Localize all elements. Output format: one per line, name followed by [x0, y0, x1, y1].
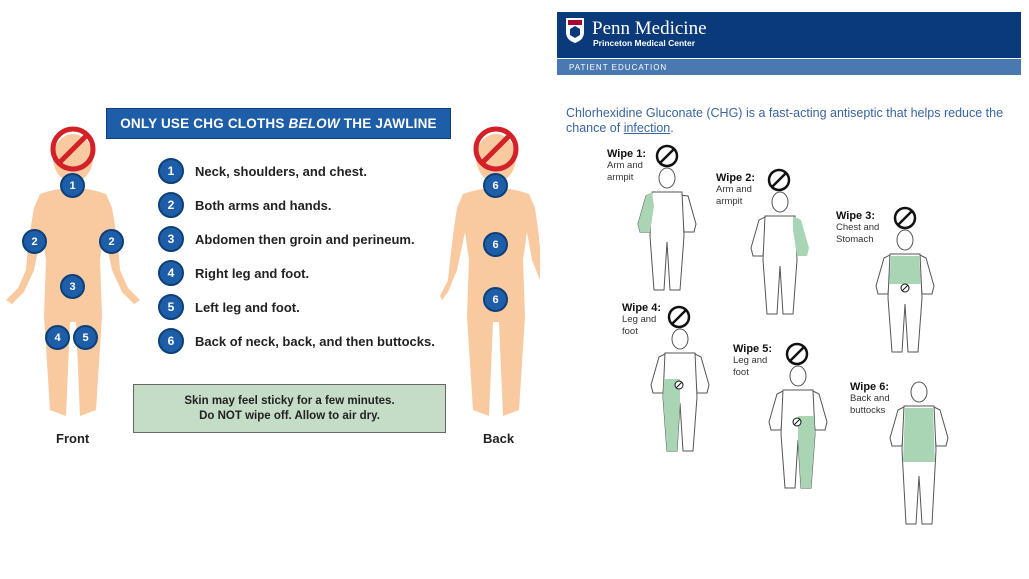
wipe-desc: buttocks [850, 405, 886, 416]
logo-subtitle: Princeton Medical Center [593, 38, 696, 48]
wipe-desc: Leg and [622, 314, 657, 325]
wipe-3-body-figure [870, 228, 940, 356]
step-number-badge: 2 [158, 192, 184, 218]
step-item [158, 191, 332, 219]
body-marker: 3 [60, 274, 85, 299]
wipe-title: Wipe 6: [850, 381, 890, 393]
no-face-symbol-icon [785, 342, 809, 366]
body-marker: 6 [483, 287, 508, 312]
no-face-symbol-icon [767, 168, 791, 192]
body-marker: 5 [73, 325, 98, 350]
step-text: Abdomen then groin and perineum. [195, 231, 415, 247]
infection-link[interactable]: infection [623, 121, 671, 135]
back-label: Back [483, 431, 515, 446]
step-text: Back of neck, back, and then buttocks. [195, 333, 435, 349]
body-marker: 2 [99, 229, 124, 254]
step-text: Both arms and hands. [195, 197, 332, 213]
wipe-desc: Arm and [607, 160, 643, 171]
body-marker: 6 [483, 232, 508, 257]
no-face-symbol-icon [472, 125, 520, 173]
penn-shield-logo-icon [565, 17, 585, 44]
body-marker: 6 [483, 173, 508, 198]
banner-text-start: ONLY USE CHG CLOTHS [120, 116, 285, 131]
chg-intro-text [566, 106, 1014, 136]
step-item [158, 293, 300, 321]
wipe-desc: armpit [716, 196, 743, 207]
step-item [158, 157, 367, 185]
front-label: Front [56, 431, 90, 446]
step-item [158, 225, 415, 253]
wipe-desc: foot [733, 367, 749, 378]
no-face-symbol-icon [893, 206, 917, 230]
wipe-desc: Stomach [836, 234, 874, 245]
step-number-badge: 5 [158, 294, 184, 320]
no-face-symbol-icon [655, 144, 679, 168]
body-marker: 4 [45, 325, 70, 350]
intro-sentence: Chlorhexidine Gluconate (CHG) is a fast-acting antiseptic that helps reduce the chance of [566, 106, 1004, 135]
body-marker: 2 [22, 229, 47, 254]
step-item [158, 259, 309, 287]
wipe-desc: Chest and [836, 222, 880, 233]
banner-text-emphasis: BELOW [288, 116, 340, 131]
banner-text-end: THE JAWLINE [343, 116, 437, 131]
wipe-title: Wipe 2: [716, 172, 756, 184]
back-body-figure [440, 120, 540, 425]
wipe-title: Wipe 3: [836, 210, 876, 222]
wipe-1-body-figure [632, 166, 702, 294]
step-text: Right leg and foot. [195, 265, 310, 281]
front-body-figure [0, 120, 145, 425]
no-face-symbol-icon [49, 125, 97, 173]
body-marker: 1 [60, 173, 85, 198]
wipe-desc: Back and [850, 393, 890, 404]
step-number-badge: 6 [158, 328, 184, 354]
step-text: Neck, shoulders, and chest. [195, 163, 367, 179]
step-item [158, 327, 435, 355]
wipe-title: Wipe 5: [733, 343, 773, 355]
wipe-title: Wipe 4: [622, 302, 662, 314]
wipe-desc: Arm and [716, 184, 752, 195]
wipe-desc: armpit [607, 172, 634, 183]
step-number-badge: 1 [158, 158, 184, 184]
wipe-2-body-figure [745, 190, 815, 318]
intro-period: . [670, 121, 674, 135]
wipe-title: Wipe 1: [607, 148, 647, 160]
wipe-4-body-figure [645, 327, 715, 455]
drying-note-box [133, 384, 446, 433]
wipe-6-body-figure [884, 380, 954, 530]
wipe-desc: foot [622, 326, 638, 337]
note-line: Skin may feel sticky for a few minutes. [184, 394, 395, 407]
step-text: Left leg and foot. [195, 299, 300, 315]
no-face-symbol-icon [667, 305, 691, 329]
jawline-banner [106, 108, 451, 139]
wipe-5-body-figure [763, 364, 833, 492]
logo-name: Penn Medicine [592, 18, 707, 39]
note-line: Do NOT wipe off. Allow to air dry. [199, 409, 380, 422]
step-number-badge: 4 [158, 260, 184, 286]
patient-education-bar: PATIENT EDUCATION [557, 59, 1021, 75]
wipe-desc: Leg and [733, 355, 768, 366]
step-number-badge: 3 [158, 226, 184, 252]
